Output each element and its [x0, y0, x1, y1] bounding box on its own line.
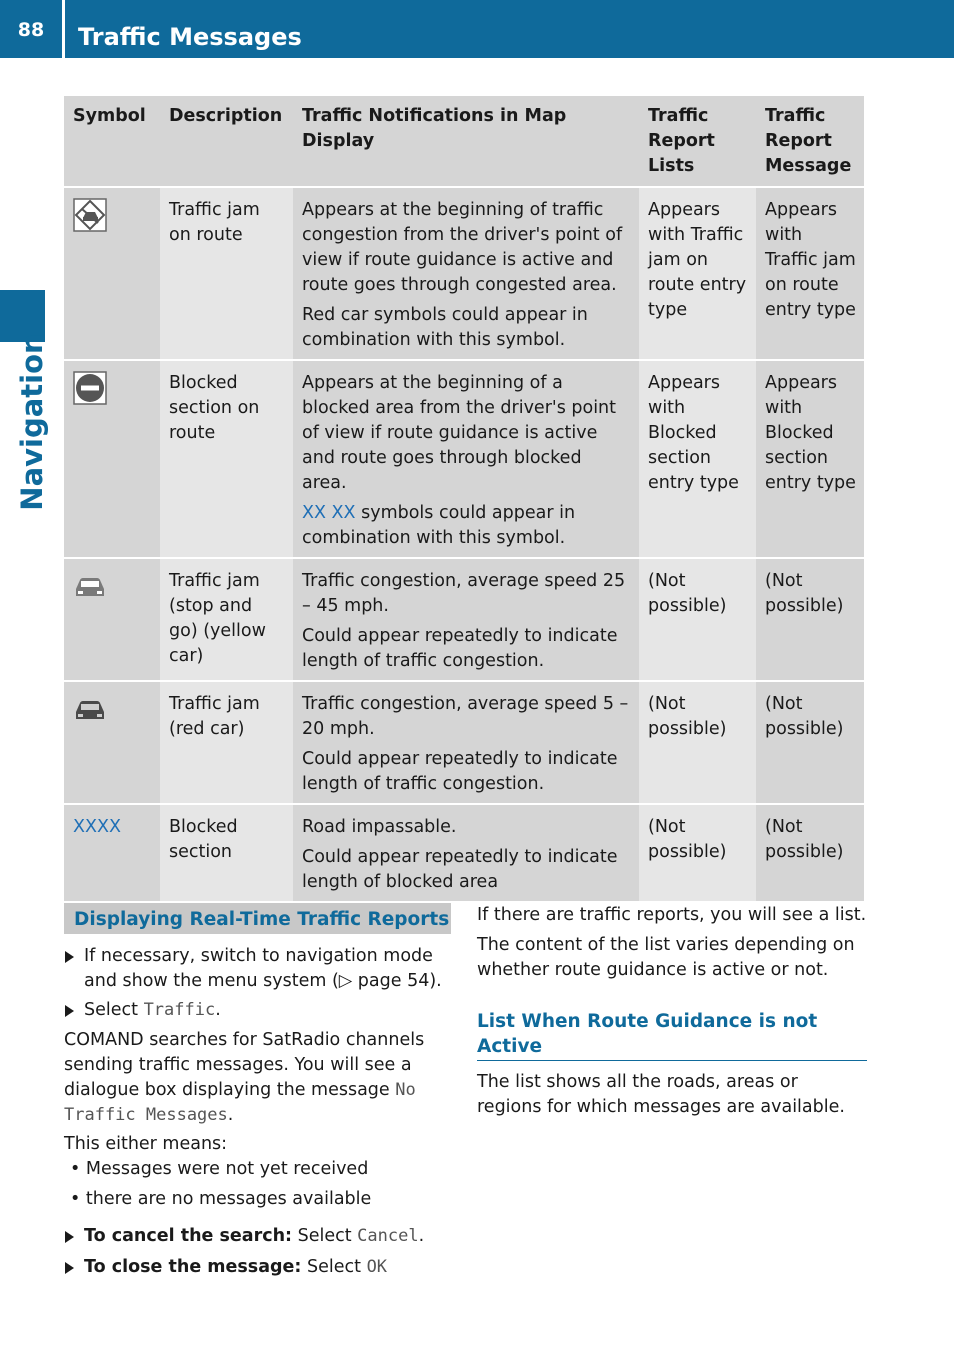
step-text: Select — [301, 1257, 367, 1277]
step-arrow-icon — [65, 1231, 74, 1243]
step-select-traffic — [64, 998, 451, 1023]
symbol-cell: XXXX — [64, 804, 160, 901]
header-divider — [62, 0, 65, 58]
left-column — [64, 903, 451, 1280]
step-arrow-icon — [65, 1005, 74, 1017]
step-text-suffix: . — [215, 1000, 221, 1020]
report-message-cell: (Not possible) — [756, 558, 864, 681]
map-note: Red car symbols could appear in combination with this symbol. — [302, 305, 588, 350]
map-text: Traffic congestion, average speed 5 – 20 mph. — [302, 694, 629, 739]
means-text: This either means: — [64, 1134, 228, 1154]
page-title: Traffic Messages — [78, 23, 302, 51]
map-display-cell — [293, 558, 639, 681]
paragraph: The content of the list varies depending on whether route guidance is active or not. — [477, 935, 855, 980]
search-description — [64, 1028, 451, 1128]
map-note-text: symbols could appear in combination with this symbol. — [302, 503, 576, 548]
description-cell: Blocked section — [160, 804, 293, 901]
step-text: Select — [292, 1226, 358, 1246]
map-display-cell — [293, 360, 639, 558]
table-row — [64, 187, 864, 360]
step-arrow-icon — [65, 1262, 74, 1274]
red-car-icon — [73, 692, 107, 726]
report-lists-cell: Appears with Blocked section entry type — [639, 360, 756, 558]
ok-option: OK — [366, 1257, 388, 1277]
step-label: To close the message: — [84, 1257, 302, 1277]
step-text-suffix: . — [418, 1226, 425, 1246]
symbol-reference: XX XX — [302, 503, 356, 523]
message-code: No Traffic Messages — [64, 1080, 416, 1125]
page-number: 88 — [17, 19, 45, 41]
map-text: Appears at the beginning of a blocked area from the driver's point of view if route guidance is active and route goes through blocked area. — [302, 373, 617, 493]
step-switch-mode — [64, 944, 451, 994]
no-entry-icon — [73, 371, 107, 405]
description-cell: Traffic jam on route — [160, 187, 293, 360]
search-text-suffix: . — [227, 1105, 234, 1125]
page-header — [0, 0, 954, 58]
step-label: To cancel the search: — [84, 1226, 293, 1246]
table-header-row — [64, 96, 864, 187]
yellow-car-icon — [73, 569, 107, 603]
report-lists-cell: (Not possible) — [639, 804, 756, 901]
paragraph: If there are traffic reports, you will see a list. — [477, 905, 867, 925]
step-close-message — [64, 1255, 451, 1280]
header-symbol: Symbol — [64, 96, 160, 187]
map-display-cell — [293, 187, 639, 360]
report-lists-cell: Appears with Traffic jam on route entry type — [639, 187, 756, 360]
step-text: Select — [84, 1000, 144, 1020]
report-message-cell: Appears with Traffic jam on route entry type — [756, 187, 864, 360]
menu-item-traffic: Traffic — [143, 1000, 216, 1020]
side-tab-label: Navigation — [15, 333, 49, 511]
bullet-item: • there are no messages available — [70, 1189, 372, 1209]
symbol-cell — [64, 360, 160, 558]
traffic-jam-sign-icon — [73, 198, 107, 232]
map-display-cell — [293, 804, 639, 901]
description-cell: Traffic jam (stop and go) (yellow car) — [160, 558, 293, 681]
search-text: COMAND searches for SatRadio channels sending traffic messages. You will see a dialogue box displaying the message — [64, 1030, 425, 1100]
header-report-message: Traffic Report Message — [756, 96, 864, 187]
header-description: Description — [160, 96, 293, 187]
report-message-cell: Appears with Blocked section entry type — [756, 360, 864, 558]
map-note — [302, 501, 631, 551]
description-cell: Blocked section on route — [160, 360, 293, 558]
table-row — [64, 681, 864, 804]
table-row — [64, 360, 864, 558]
report-message-cell: (Not possible) — [756, 681, 864, 804]
section-heading: Displaying Real-Time Traffic Reports — [64, 903, 451, 934]
table-row — [64, 558, 864, 681]
map-display-cell — [293, 681, 639, 804]
step-cancel-search — [64, 1224, 451, 1249]
map-text: Road impassable. — [302, 817, 457, 837]
map-note: Could appear repeatedly to indicate length of blocked area — [302, 847, 618, 892]
subsection-heading: List When Route Guidance is not Active — [477, 1009, 867, 1061]
description-cell: Traffic jam (red car) — [160, 681, 293, 804]
map-text: Appears at the beginning of traffic congestion from the driver's point of view if route guidance is active and route goes through congested area. — [302, 200, 623, 295]
right-column — [477, 903, 867, 1120]
cancel-option: Cancel — [357, 1226, 419, 1246]
map-text: Traffic congestion, average speed 25 – 45 mph. — [302, 571, 626, 616]
symbol-cell — [64, 187, 160, 360]
step-text: If necessary, switch to navigation mode and show the menu system (▷ page 54). — [84, 946, 442, 991]
map-note: Could appear repeatedly to indicate length of traffic congestion. — [302, 749, 618, 794]
bullet-item: • Messages were not yet received — [70, 1159, 369, 1179]
report-message-cell: (Not possible) — [756, 804, 864, 901]
traffic-symbols-table — [64, 96, 864, 901]
map-note: Could appear repeatedly to indicate length of traffic congestion. — [302, 626, 618, 671]
symbol-cell — [64, 558, 160, 681]
report-lists-cell: (Not possible) — [639, 558, 756, 681]
step-arrow-icon — [65, 951, 74, 963]
header-map-display: Traffic Notifications in Map Display — [293, 96, 639, 187]
table-row — [64, 804, 864, 901]
symbol-cell — [64, 681, 160, 804]
paragraph: The list shows all the roads, areas or regions for which messages are available. — [477, 1072, 845, 1117]
report-lists-cell: (Not possible) — [639, 681, 756, 804]
header-report-lists: Traffic Report Lists — [639, 96, 756, 187]
